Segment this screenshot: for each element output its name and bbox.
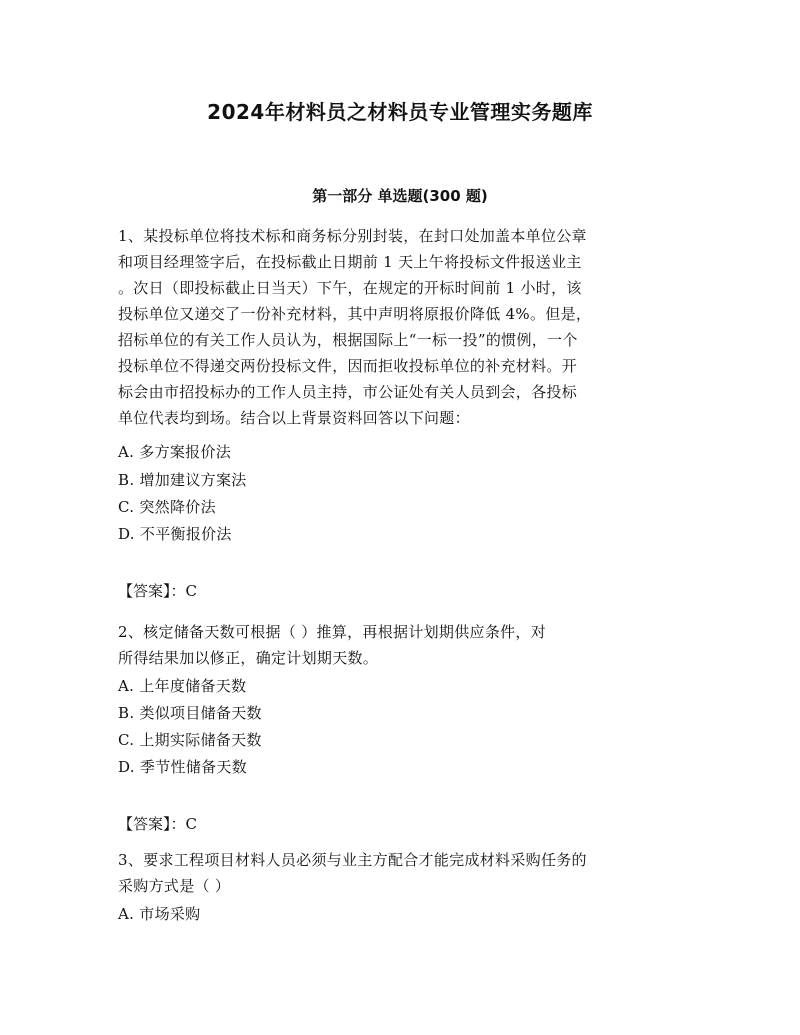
question-2-stem-line: 所得结果加以修正，确定计划期天数。	[118, 649, 379, 667]
question-2-stem-line: 2、核定储备天数可根据（ ）推算，再根据计划期供应条件，对	[118, 623, 547, 641]
question-1-stem-line: 和项目经理签字后，在投标截止日期前 1 天上午将投标文件报送业主	[118, 253, 582, 271]
question-1-stem-line: 1、某投标单位将技术标和商务标分别封装，在封口处加盖本单位公章	[118, 227, 587, 245]
question-1-stem-line: 投标单位又递交了一份补充材料，其中声明将原报价降低 4%。但是，	[118, 305, 592, 323]
question-1-stem-line: 单位代表均到场。结合以上背景资料回答以下问题：	[118, 409, 470, 427]
question-1-option-c: C. 突然降价法	[118, 498, 216, 516]
question-1-option-b: B. 增加建议方案法	[118, 471, 247, 489]
question-2-option-c: C. 上期实际储备天数	[118, 731, 262, 749]
question-1-stem-line: 标会由市招投标办的工作人员主持，市公证处有关人员到会，各投标	[118, 383, 578, 401]
question-1-stem-line: 招标单位的有关工作人员认为，根据国际上“一标一投”的惯例，一个	[118, 331, 578, 349]
question-2-answer: 【答案】：C	[118, 815, 197, 833]
question-1-option-a: A. 多方案报价法	[118, 443, 232, 461]
question-1-answer: 【答案】：C	[118, 582, 197, 600]
question-3-option-a: A. 市场采购	[118, 905, 201, 923]
question-1-stem-line: 。次日（即投标截止日当天）下午，在规定的开标时间前 1 小时，该	[118, 279, 582, 297]
document-title: 2024年材料员之材料员专业管理实务题库	[207, 100, 593, 124]
question-2-option-a: A. 上年度储备天数	[118, 677, 247, 695]
question-1-option-d: D. 不平衡报价法	[118, 525, 232, 543]
question-3-stem-line: 采购方式是（ ）	[118, 877, 231, 895]
section-title: 第一部分 单选题(300 题)	[312, 187, 488, 205]
question-2-option-b: B. 类似项目储备天数	[118, 704, 262, 722]
question-3-stem-line: 3、要求工程项目材料人员必须与业主方配合才能完成材料采购任务的	[118, 851, 587, 869]
question-1-stem-line: 投标单位不得递交两份投标文件，因而拒收投标单位的补充材料。开	[118, 357, 578, 375]
question-2-option-d: D. 季节性储备天数	[118, 758, 248, 776]
